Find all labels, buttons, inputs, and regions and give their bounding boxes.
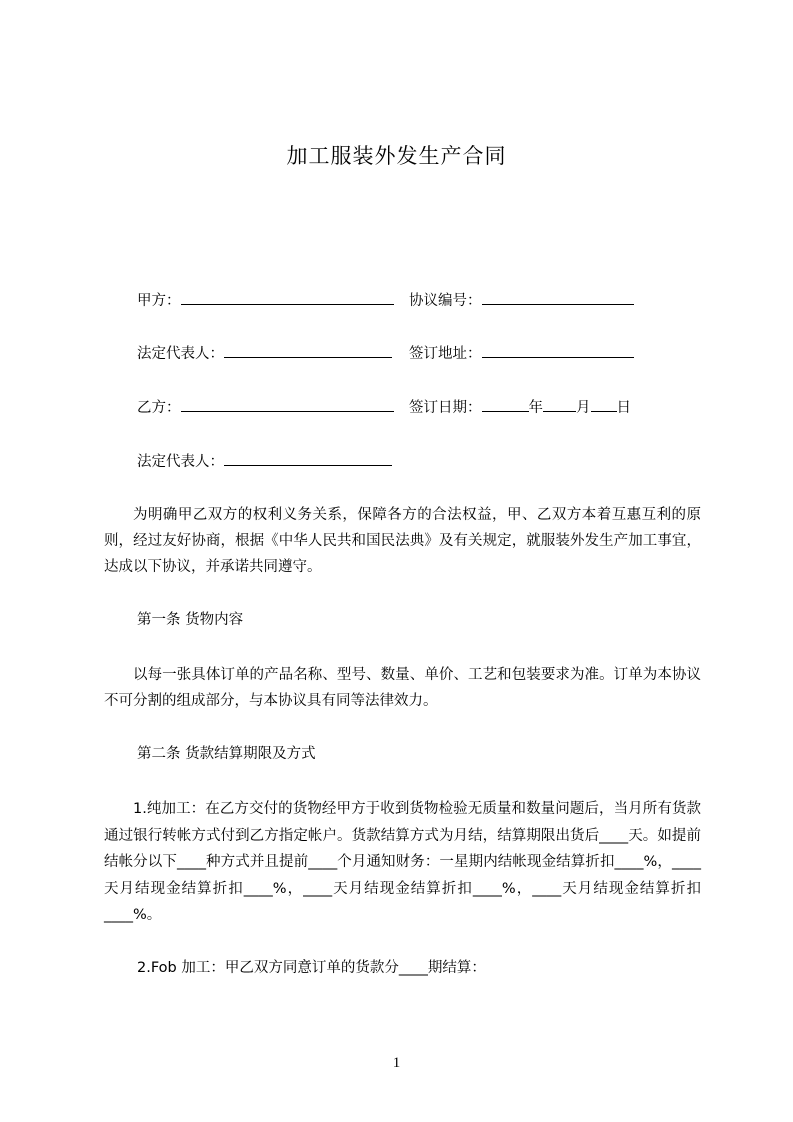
day-label: 日 — [616, 400, 631, 416]
year-blank — [482, 397, 529, 412]
party-a-row — [137, 290, 394, 311]
legal-rep-b-row — [137, 451, 392, 472]
party-b-row — [137, 397, 394, 418]
sign-date-label: 签订日期： — [409, 400, 482, 416]
legal-rep-b-label: 法定代表人： — [137, 454, 224, 470]
legal-rep-a-blank — [224, 343, 392, 358]
legal-rep-a-row — [137, 343, 392, 364]
party-a-blank — [181, 290, 394, 305]
day-blank — [591, 397, 617, 412]
year-label: 年 — [528, 400, 543, 416]
month-blank — [543, 397, 576, 412]
article1-body: 以每一张具体订单的产品名称、型号、数量、单价、工艺和包装要求为准。订单为本协议不可分割的组成部分，与本协议具有同等法律效力。 — [104, 667, 701, 709]
page-number: 1 — [392, 1055, 401, 1071]
document-title: 加工服装外发生产合同 — [286, 144, 507, 168]
agreement-no-row — [409, 290, 634, 311]
legal-rep-a-label: 法定代表人： — [137, 346, 224, 362]
agreement-no-blank — [482, 290, 634, 305]
party-b-blank — [181, 397, 394, 412]
party-b-label: 乙方： — [137, 400, 181, 416]
article1-title: 第一条 货物内容 — [137, 612, 244, 628]
intro-paragraph: 为明确甲乙双方的权利义务关系，保障各方的合法权益，甲、乙双方本着互惠互利的原则，经过友好协商，根据《中华人民共和国民法典》及有关规定，就服装外发生产加工事宜，达成以下协议，并承诺共同遵守。 — [104, 507, 701, 575]
agreement-no-label: 协议编号： — [409, 293, 482, 309]
sign-date-row — [409, 397, 631, 418]
sign-place-blank — [482, 343, 634, 358]
legal-rep-b-blank — [224, 451, 392, 466]
party-a-label: 甲方： — [137, 293, 181, 309]
clause-2: 2.Fob 加工：甲乙双方同意订单的货款分____期结算： — [137, 960, 486, 976]
sign-place-row — [409, 343, 634, 364]
sign-place-label: 签订地址： — [409, 346, 482, 362]
article2-title: 第二条 货款结算期限及方式 — [137, 746, 316, 762]
month-label: 月 — [576, 400, 591, 416]
clause-1: 1.纯加工：在乙方交付的货物经甲方于收到货物检验无质量和数量问题后，当月所有货款通过银行转帐方式付到乙方指定帐户。货款结算方式为月结，结算期限出货后____天。如提前结帐分以下____种方式并且提前____个月通知财务：一星期内结帐现金结算折扣____%，____天月结现金结算折扣____%，____天月结现金结算折扣____%，____天月结现金结算折扣____%。 — [104, 801, 701, 923]
